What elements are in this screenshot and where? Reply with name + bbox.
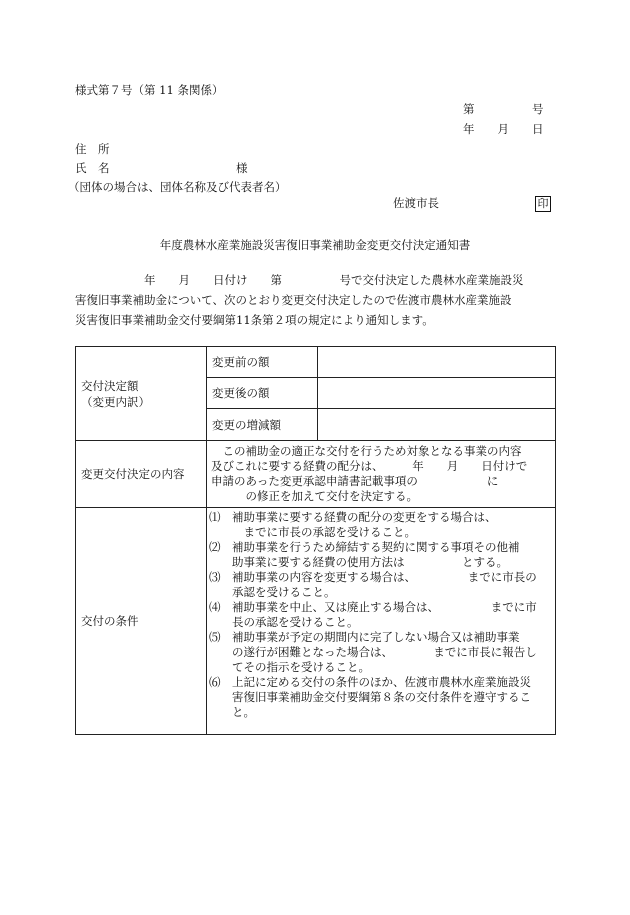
paragraph-line: 害復旧事業補助金について、次のとおり変更交付決定したので佐渡市農林水産業施設 [75,293,512,307]
document-number-label: 第 号 [463,102,544,116]
condition-line: 害復旧事業補助金交付要綱第８条の交付条件を遵守するこ [209,690,531,704]
condition-line: 承認を受けること。 [209,585,336,599]
paragraph-line: 災害復旧事業補助金交付要綱第11条第２項の規定により通知します。 [75,313,434,327]
before-amount-value [318,347,556,378]
conditions-label: 交付の条件 [76,508,207,735]
condition-line: てその指示を受けること。 [209,660,370,674]
address-label: 住 所 [75,142,110,156]
grant-amount-sublabel: （変更内訳） [81,394,150,409]
seal-mark: 印 [535,196,551,212]
after-amount-label: 変更後の額 [207,378,318,409]
condition-line: ⑵ 補助事業を行うため締結する契約に関する事項その他補 [209,540,520,554]
condition-line: ⑶ 補助事業の内容を変更する場合は、 までに市長の [209,570,537,584]
condition-line: ⑴ 補助事業に要する経費の配分の変更をする場合は、 [209,510,497,524]
condition-line: 助事業に要する経費の使用方法は とする。 [209,555,508,569]
conditions-text [207,508,556,735]
issuer-name: 佐渡市長 [393,196,439,210]
decision-line: 及びこれに要する経費の配分は、 年 月 日付けで [211,459,528,473]
condition-line: までに市長の承認を受けること。 [209,525,416,539]
condition-line: ⑸ 補助事業が予定の期間内に完了しない場合又は補助事業 [209,630,520,644]
group-note: （団体の場合は、団体名称及び代表者名） [68,180,287,194]
decision-table [75,346,556,735]
before-amount-label: 変更前の額 [207,347,318,378]
decision-line: 申請のあった変更承認申請書記載事項の に [211,474,499,488]
date-label: 年 月 日 [463,122,544,136]
grant-amount-label-cell [76,347,207,441]
decision-line: この補助金の適正な交付を行うため対象となる事業の内容 [211,444,522,458]
condition-line: ⑹ 上記に定める交付の条件のほか、佐渡市農林水産業施設災 [209,675,531,689]
decision-line: の修正を加えて交付を決定する。 [211,489,418,503]
condition-line: の遂行が困難となった場合は、 までに市長に報告し [209,645,537,659]
after-amount-value [318,378,556,409]
recipient-name-label: 氏 名 様 [75,161,248,175]
condition-line: と。 [209,705,255,719]
notice-paragraph [75,270,555,330]
decision-content-text [207,441,556,508]
condition-line: ⑷ 補助事業を中止、又は廃止する場合は、 までに市 [209,600,537,614]
form-number: 様式第７号（第 11 条関係） [75,83,224,97]
decision-content-label: 変更交付決定の内容 [76,441,207,508]
condition-line: 長の承認を受けること。 [209,615,359,629]
change-amount-value [318,409,556,441]
document-title: 年度農林水産業施設災害復旧事業補助金変更交付決定通知書 [159,238,471,252]
paragraph-line: 年 月 日付け 第 号で交付決定した農林水産業施設災 [75,273,524,287]
grant-amount-label: 交付決定額 [81,378,139,393]
change-amount-label: 変更の増減額 [207,409,318,441]
